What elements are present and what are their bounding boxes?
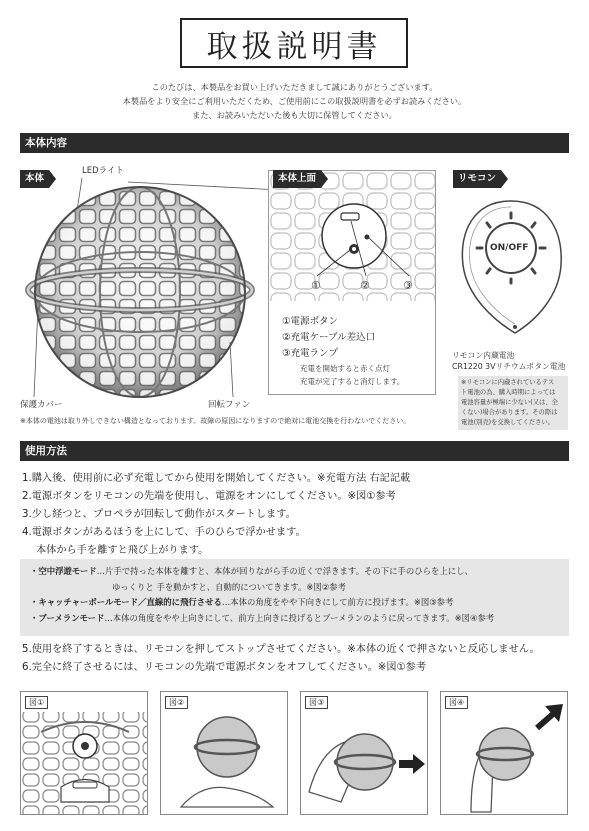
section-header-usage: 使用方法 bbox=[20, 441, 569, 461]
modes-box bbox=[20, 559, 569, 636]
part-charge-port: ②充電ケーブル差込口 bbox=[282, 332, 376, 343]
intro-line-2: 本製品をより安全にご利用いただくため、ご使用前にこの取扱説明書を必ずお読みください。 bbox=[122, 96, 467, 106]
mode-hover-text-2: ゆっくりと 手を動かすと、自動的についてきます。※図②参考 bbox=[112, 581, 347, 592]
ball-illustration bbox=[18, 172, 268, 404]
mode-hover-name: ・空中浮遊モード bbox=[30, 566, 97, 576]
end-steps bbox=[22, 641, 540, 677]
section-header-contents: 本体内容 bbox=[20, 133, 569, 153]
remote-illustration bbox=[455, 193, 567, 343]
battery-line-2: CR1220 3Vリチウムボタン電池 bbox=[452, 362, 566, 371]
mode-boomerang bbox=[30, 611, 559, 627]
on-off-button[interactable]: ON/OFF bbox=[490, 243, 529, 253]
fan-label: 回転ファン bbox=[208, 400, 251, 410]
intro-text bbox=[0, 80, 589, 122]
figure-3 bbox=[300, 691, 428, 815]
figure-1 bbox=[20, 691, 148, 815]
step-5: 5.使用を終了するときは、リモコンを押してストップさせてください。※本体の近くで押さないと反応しません。 bbox=[22, 644, 540, 655]
intro-line-1: このたびは、本製品をお買い上げいただきまして誠にありがとうございます。 bbox=[151, 82, 438, 92]
battery-info bbox=[452, 350, 565, 372]
mode-boomerang-name: ・ブーメランモード bbox=[30, 612, 105, 623]
mode-catch bbox=[30, 595, 559, 611]
step-1: 1.購入後、使用前に必ず充電してから使用を開始してください。※充電方法 右記記載 bbox=[22, 473, 411, 484]
figure-2-illustration bbox=[161, 692, 288, 815]
top-num-3: ③ bbox=[403, 279, 413, 292]
title-box bbox=[180, 18, 408, 68]
battery-note-line: くない)場合があります。その際は bbox=[461, 409, 558, 416]
figure-3-label: 図③ bbox=[305, 696, 328, 709]
charge-lamp-note-1: 充電を開始すると赤く点灯 bbox=[300, 364, 390, 373]
figure-2-label: 図② bbox=[165, 696, 188, 709]
figure-4 bbox=[440, 691, 568, 815]
battery-note-line: ※リモコンに内蔵されているテス bbox=[461, 379, 555, 386]
page-title: 取扱説明書 bbox=[206, 28, 382, 65]
charge-lamp-note-2: 充電が完了すると消灯します。 bbox=[300, 377, 405, 386]
step-4: 4.電源ボタンがあるほうを上にして、手のひらで浮かせます。 bbox=[22, 527, 306, 538]
top-num-1: ① bbox=[311, 279, 321, 292]
step-6: 6.完全に終了させるには、リモコンの先端で電源ボタンをオフしてください。※図①参考 bbox=[22, 662, 427, 673]
battery-note-line: 電池(別売)を交換してください。 bbox=[461, 419, 555, 426]
figure-4-illustration bbox=[441, 692, 568, 815]
figure-2 bbox=[160, 691, 288, 815]
figure-3-illustration bbox=[301, 692, 428, 815]
led-label: LEDライト bbox=[82, 166, 124, 176]
figure-1-label: 図① bbox=[25, 696, 48, 709]
part-power-button: ①電源ボタン bbox=[282, 316, 339, 327]
top-num-2: ② bbox=[360, 279, 370, 292]
mode-catch-text: …本体の角度をやや下向きにして前方に投げます。※図③参考 bbox=[221, 597, 454, 607]
battery-note bbox=[458, 376, 568, 430]
step-4b: 本体から手を離すと飛び上がります。 bbox=[36, 545, 209, 556]
top-view-tag: 本体上面 bbox=[273, 170, 321, 188]
mode-hover-text: …片手で持った本体を離すと、本体が回りながら手の近くで浮きます。その下に手のひらを上にし、 bbox=[96, 566, 473, 576]
figure-4-label: 図④ bbox=[445, 696, 468, 709]
part-charge-lamp: ③充電ランプ bbox=[282, 348, 339, 359]
figure-1-illustration bbox=[21, 692, 148, 815]
step-3: 3.少し経つと、プロペラが回転して動作がスタートします。 bbox=[22, 509, 296, 520]
mode-boomerang-text: …本体の角度をやや上向きにして、前方上向きに投げるとブーメランのように戻ってきます。※図④参考 bbox=[104, 612, 495, 623]
battery-note-line: ト電池の為、購入時期によっては bbox=[461, 389, 556, 396]
battery-line-1: リモコン内蔵電池 bbox=[452, 351, 515, 360]
parts-list bbox=[282, 314, 404, 388]
usage-steps bbox=[22, 470, 410, 560]
mode-catch-name: ・キャッチャーボールモード／直線的に飛行させる bbox=[30, 597, 222, 607]
body-tag: 本体 bbox=[20, 170, 49, 188]
battery-note-line: 電池容量が極端に少ない(又は、全 bbox=[461, 399, 558, 406]
remote-tag: リモコン bbox=[453, 170, 501, 188]
intro-line-3: また、お読みいただいた後も大切に保管してください。 bbox=[192, 110, 397, 120]
cover-label: 保護カバー bbox=[20, 400, 63, 410]
battery-warning: ※本体の電池は取り外しできない構造となっております。故障の原因になりますので絶対に電池交換を行わないでください。 bbox=[20, 417, 411, 425]
step-2: 2.電源ボタンをリモコンの先端を使用し、電源をオンにしてください。※図①参考 bbox=[22, 491, 396, 502]
mode-hover bbox=[30, 564, 559, 580]
